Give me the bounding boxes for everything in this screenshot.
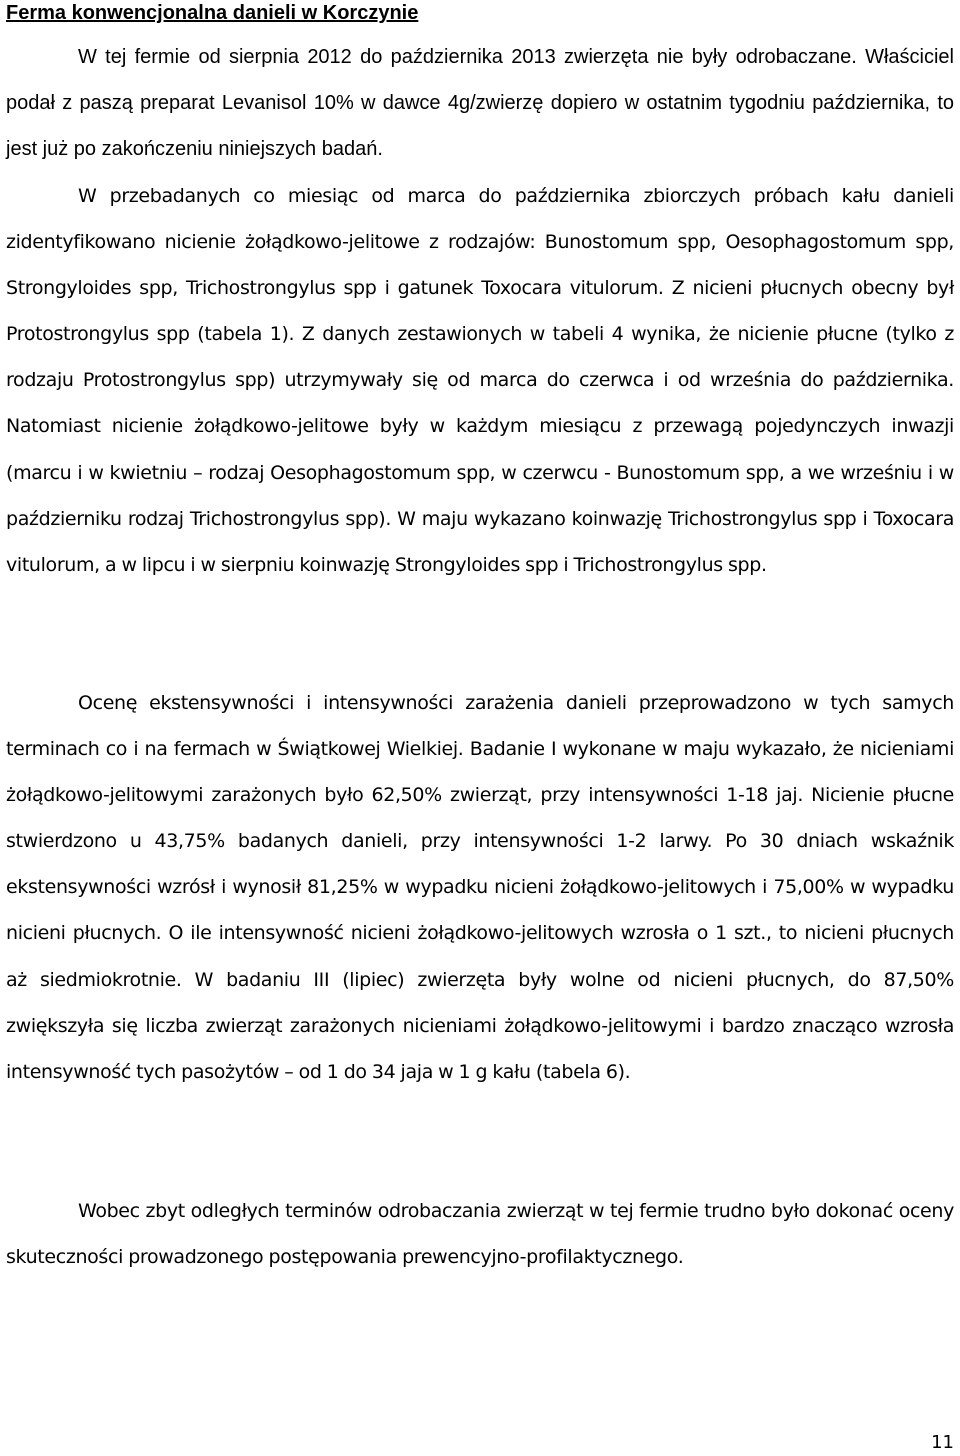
paragraph-conclusion: Wobec zbyt odległych terminów odrobaczania zwierząt w tej fermie trudno było dokonać oceny skuteczności prowadzonego postępowania prewencyjno-profilaktycznego. [6, 1200, 954, 1269]
paragraph-nematodes: W przebadanych co miesiąc od marca do października zbiorczych próbach kału danieli zidentyfikowano nicienie żołądkowo-jelitowe z rodzajów: Bunostomum spp, Oesophagostomum spp, Strongyloides spp, Trichostrongylus spp i gatunek Toxocara vitulorum. Z nicieni płucnych obecny był Protostrongylus spp (tabela 1). Z danych zestawionych w tabeli 4 wynika, że nicienie płucne (tylko z rodzaju Protostrongylus spp) utrzymywały się od marca do czerwca i od września do października. Natomiast nicienie żołądkowo-jelitowe były w każdym miesiącu z przewagą pojedynczych inwazji (marcu i w kwietniu – rodzaj Oesophagostomum spp, w czerwcu - Bunostomum spp, a we wrześniu i w październiku rodzaj Trichostrongylus spp). W maju wykazano koinwazję Trichostrongylus spp i Toxocara vitulorum, a w lipcu i w sierpniu koinwazję Strongyloides spp i Trichostrongylus spp. [6, 185, 954, 576]
page-number: 11 [931, 1432, 954, 1453]
paragraph-extensity-intensity: Ocenę ekstensywności i intensywności zarażenia danieli przeprowadzono w tych samych terminach co i na fermach w Świątkowej Wielkiej. Badanie I wykonane w maju wykazało, że nicieniami żołądkowo-jelitowymi zarażonych było 62,50% zwierząt, przy intensywności 1-18 jaj. Nicienie płucne stwierdzono u 43,75% badanych danieli, przy intensywności 1-2 larwy. Po 30 dniach wskaźnik ekstensywności wzrósł i wynosił 81,25% w wypadku nicieni żołądkowo-jelitowych i 75,00% w wypadku nicieni płucnych. O ile intensywność nicieni żołądkowo-jelitowych wzrosła o 1 szt., to nicieni płucnych aż siedmiokrotnie. W badaniu III (lipiec) zwierzęta były wolne od nicieni płucnych, do 87,50% zwiększyła się liczba zwierząt zarażonych nicieniami żołądkowo-jelitowymi i bardzo znacząco wzrosła intensywność tych pasożytów – od 1 do 34 jaja w 1 g kału (tabela 6). [6, 692, 954, 1083]
paragraph-deworming: W tej fermie od sierpnia 2012 do października 2013 zwierzęta nie były odrobaczane. Właściciel podał z paszą preparat Levanisol 10% w dawce 4g/zwierzę dopiero w ostatnim tygodniu października, to jest już po zakończeniu niniejszych badań. [6, 46, 954, 160]
section-heading: Ferma konwencjonalna danieli w Korczynie [6, 2, 419, 24]
